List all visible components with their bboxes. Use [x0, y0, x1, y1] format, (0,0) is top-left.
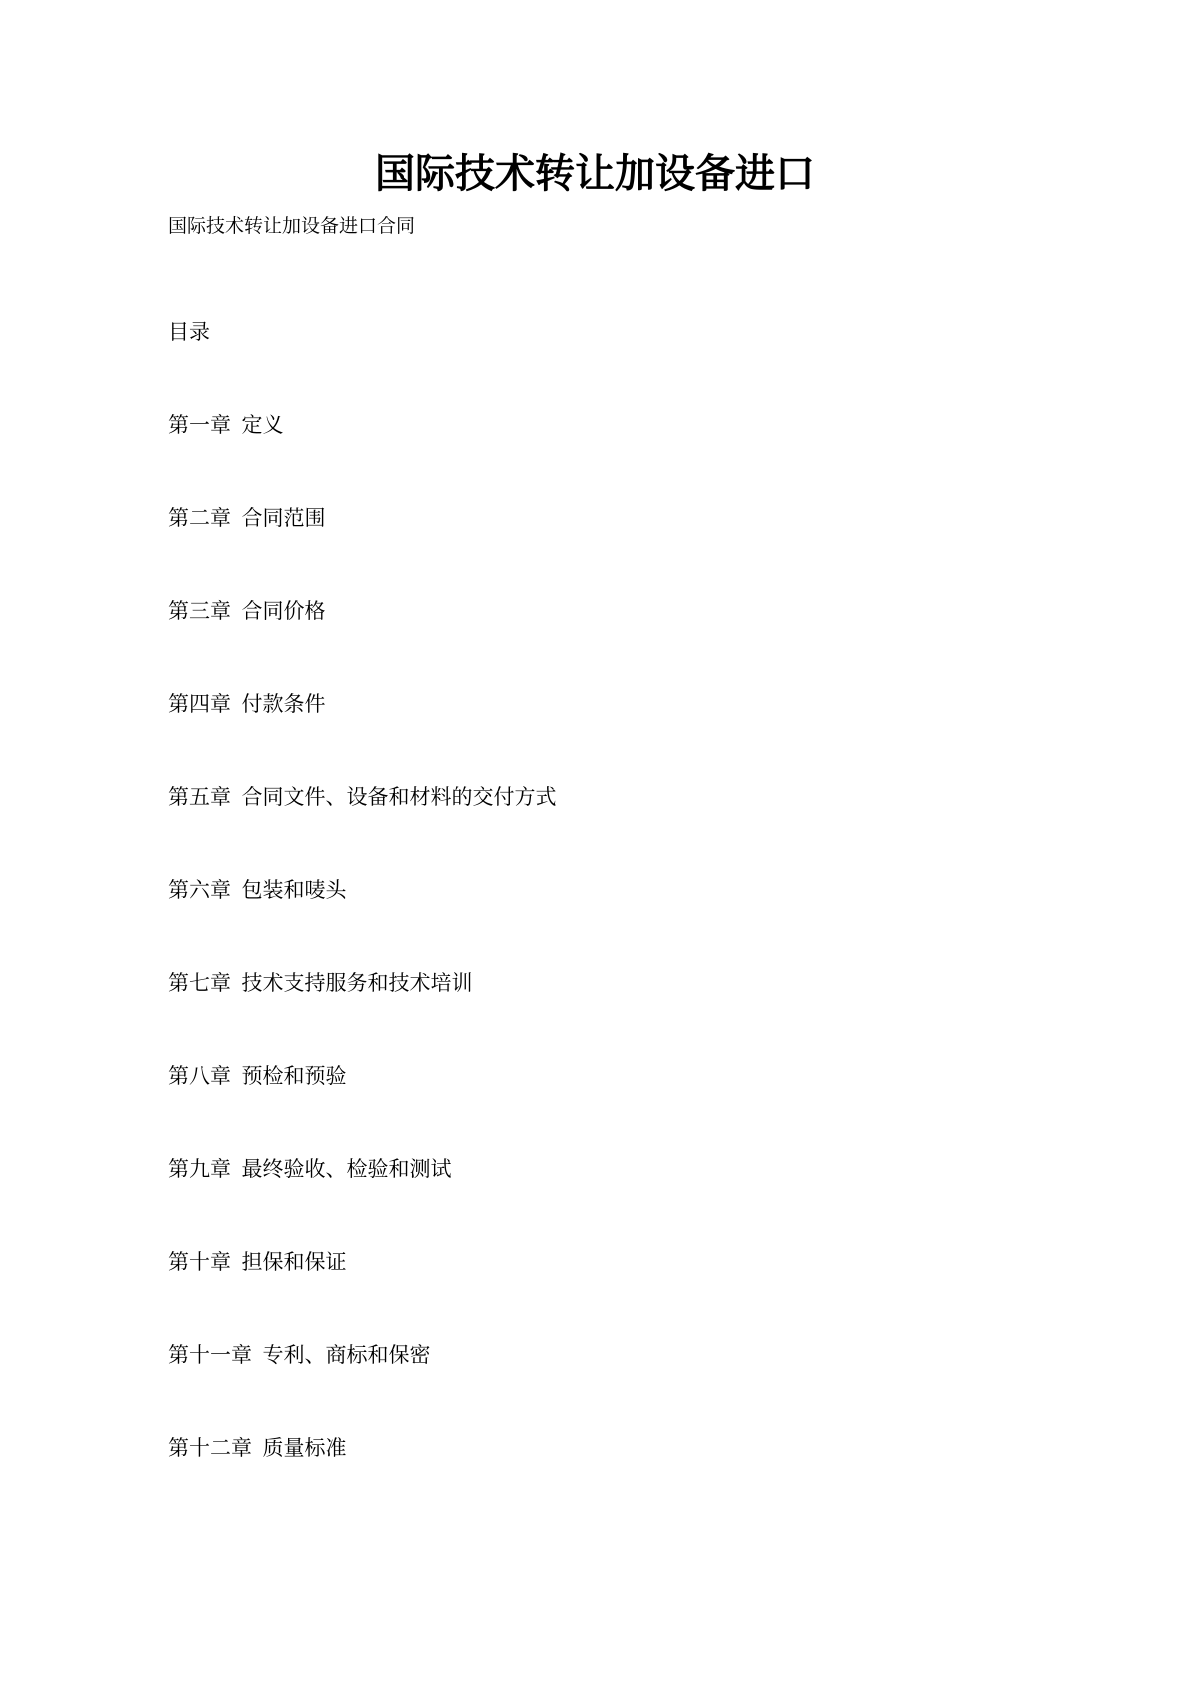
toc-item: 第五章 合同文件、设备和材料的交付方式	[168, 785, 557, 809]
toc-item: 第二章 合同范围	[168, 506, 326, 530]
document-subtitle: 国际技术转让加设备进口合同	[168, 216, 416, 237]
document-title: 国际技术转让加设备进口	[375, 151, 815, 196]
toc-item: 第十章 担保和保证	[168, 1250, 347, 1274]
toc-item: 第十一章 专利、商标和保密	[168, 1343, 431, 1367]
toc-item: 第四章 付款条件	[168, 692, 326, 716]
toc-item: 第七章 技术支持服务和技术培训	[168, 971, 473, 995]
toc-item: 第一章 定义	[168, 413, 284, 437]
toc-heading: 目录	[168, 320, 210, 344]
toc-item: 第九章 最终验收、检验和测试	[168, 1157, 452, 1181]
toc-item: 第十二章 质量标准	[168, 1436, 347, 1460]
toc-item: 第三章 合同价格	[168, 599, 326, 623]
toc-item: 第六章 包装和唛头	[168, 878, 347, 902]
toc-item: 第八章 预检和预验	[168, 1064, 347, 1088]
